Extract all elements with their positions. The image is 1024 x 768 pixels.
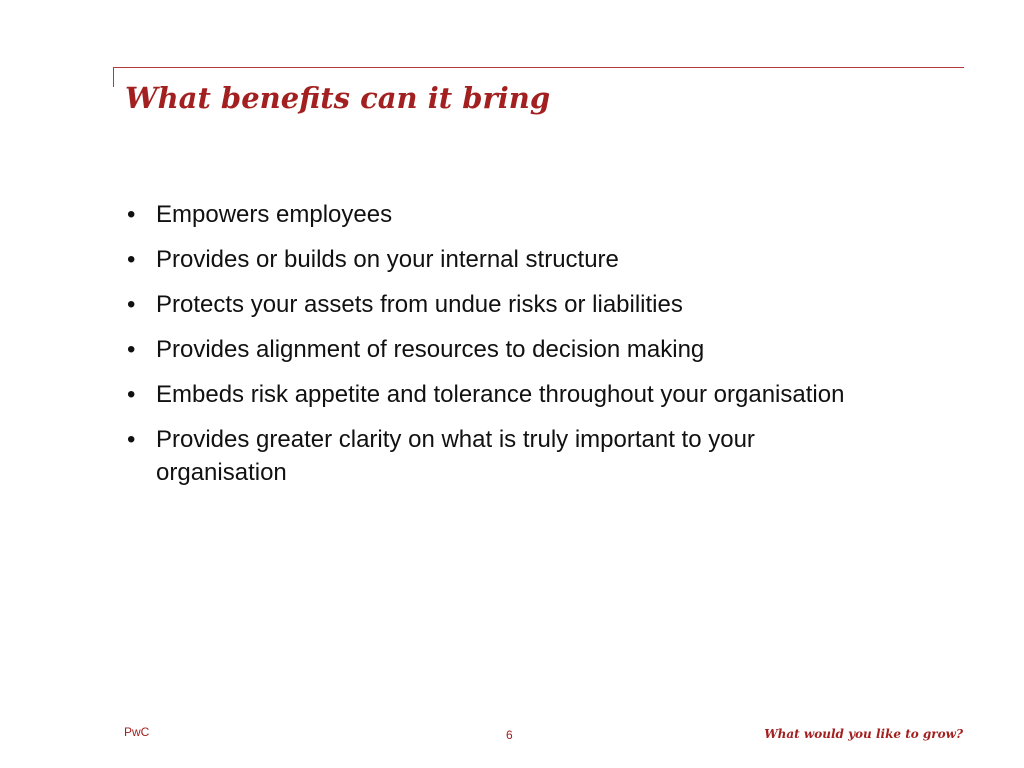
slide-title: What benefits can it bring [125,81,551,115]
bullet-icon: • [127,201,136,228]
bullet-icon: • [127,336,136,363]
bullet-item [127,288,887,321]
header-rule-tick [113,67,114,87]
bullet-item [127,333,887,366]
header-rule [113,67,964,68]
bullet-text: Empowers employees [156,201,393,228]
bullet-text: Embeds risk appetite and tolerance throughout your organisation [156,381,845,408]
footer-page-number: 6 [506,728,513,742]
bullet-text: Provides alignment of resources to decision making [156,336,705,363]
bullet-text: Provides or builds on your internal structure [156,246,619,273]
footer-company: PwC [124,725,150,739]
footer-tagline: What would you like to grow? [764,727,963,741]
bullet-icon: • [127,426,136,453]
bullet-item [127,198,887,231]
bullet-text: Protects your assets from undue risks or liabilities [156,291,683,318]
bullet-icon: • [127,291,136,318]
bullet-list [127,198,887,501]
bullet-item [127,243,887,276]
bullet-item [127,378,887,411]
bullet-text: Provides greater clarity on what is truly important to your organisation [156,426,755,486]
bullet-item [127,423,887,489]
bullet-icon: • [127,246,136,273]
bullet-icon: • [127,381,136,408]
